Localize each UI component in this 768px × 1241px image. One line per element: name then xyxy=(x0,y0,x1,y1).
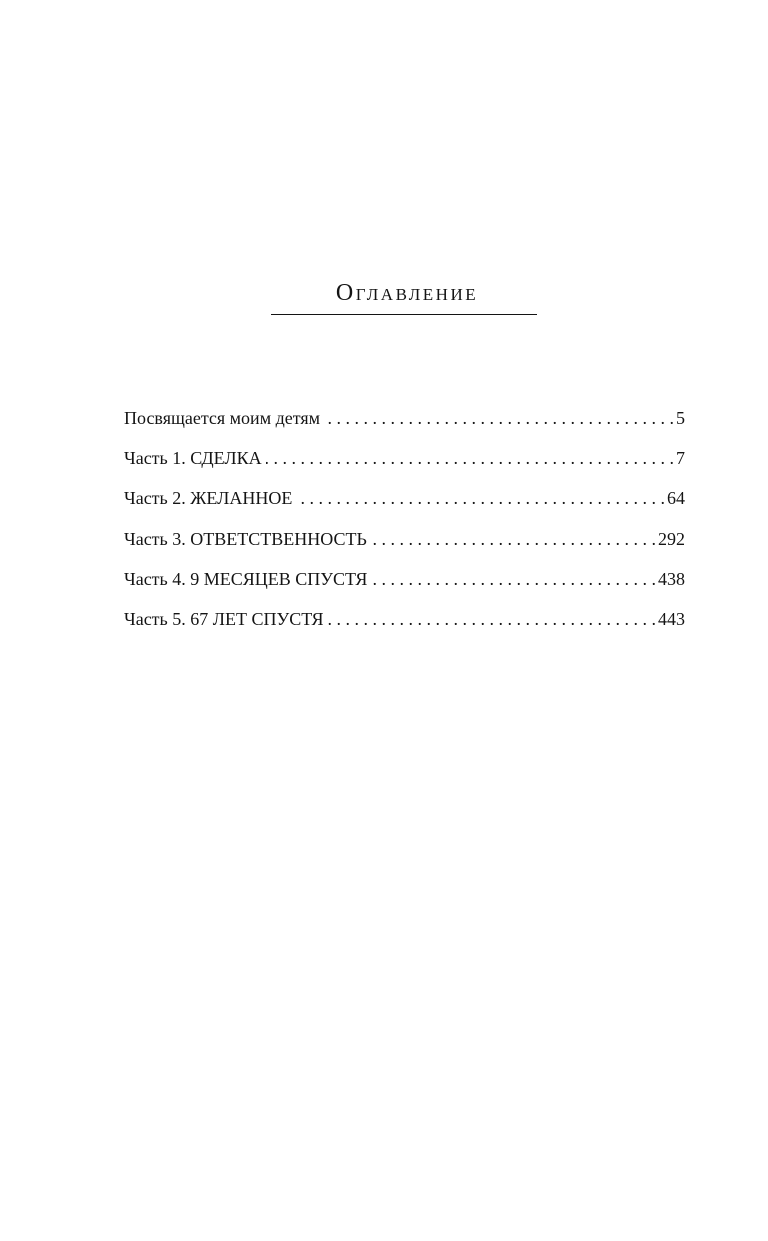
toc-heading xyxy=(271,278,537,315)
dot-leader xyxy=(328,605,656,633)
dot-leader xyxy=(296,484,665,512)
toc-entry-title: Часть 1. СДЕЛКА xyxy=(124,448,262,469)
toc-entry-page: 64 xyxy=(667,488,685,509)
dot-leader xyxy=(324,404,674,432)
toc-entry-page: 443 xyxy=(658,608,685,629)
page-title: Оглавление xyxy=(335,280,479,306)
toc-entry-page: 5 xyxy=(676,408,685,428)
dot-leader xyxy=(371,525,656,553)
toc-entry-part-4[interactable] xyxy=(124,565,685,605)
toc-entry-dedication[interactable] xyxy=(124,404,685,444)
toc-entry-page: 438 xyxy=(658,568,685,589)
toc-entry-page: 7 xyxy=(676,448,685,469)
toc-entry-title: Посвящается моим детям xyxy=(124,408,321,428)
title-underline xyxy=(271,314,537,315)
toc-entry-part-5[interactable] xyxy=(124,605,685,645)
toc-entry-part-2[interactable] xyxy=(124,484,685,524)
dot-leader xyxy=(266,444,674,472)
toc-entry-part-1[interactable] xyxy=(124,444,685,484)
toc-entry-title: Часть 3. ОТВЕТСТВЕННОСТЬ xyxy=(124,528,367,549)
table-of-contents xyxy=(124,404,685,645)
toc-entry-title: Часть 2. ЖЕЛАННОЕ xyxy=(124,488,293,509)
dot-leader xyxy=(371,565,656,593)
toc-entry-part-3[interactable] xyxy=(124,525,685,565)
toc-entry-title: Часть 4. 9 МЕСЯЦЕВ СПУСТЯ xyxy=(124,568,368,589)
toc-entry-title: Часть 5. 67 ЛЕТ СПУСТЯ xyxy=(124,608,324,629)
toc-entry-page: 292 xyxy=(658,528,685,549)
